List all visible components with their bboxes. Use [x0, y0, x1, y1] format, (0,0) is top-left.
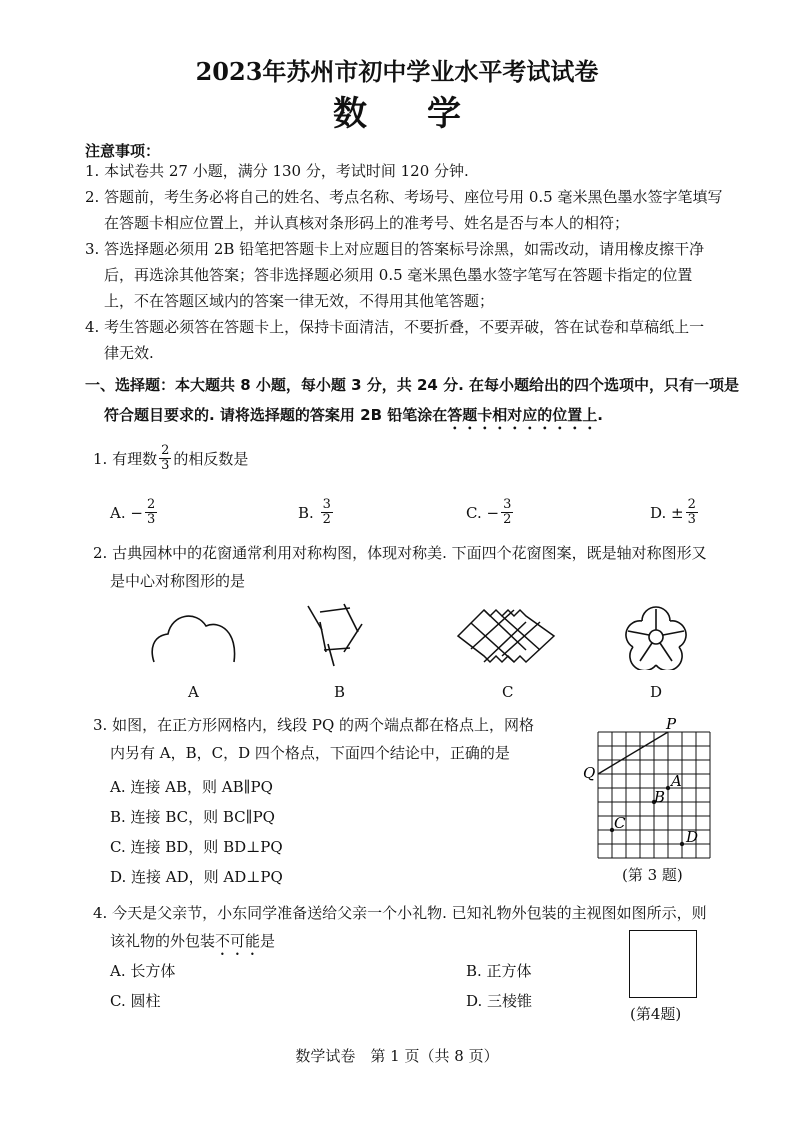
- q1-stem: [93, 444, 248, 473]
- q1-option-b: [298, 498, 335, 527]
- subject-title: 数学: [333, 94, 521, 134]
- note-line: 在答题卡相应位置上，并认真核对条形码上的准考号、姓名是否与本人的相符；: [104, 214, 630, 232]
- option-letter: C.: [466, 503, 482, 522]
- pentagon-window-figure: [300, 600, 372, 672]
- frac-num: 3: [503, 497, 512, 512]
- option-fraction: [321, 498, 333, 527]
- q1-frac-den: 3: [161, 458, 170, 473]
- label-q: Q: [583, 764, 596, 782]
- q4-caption: (第4题): [630, 1005, 682, 1023]
- page-footer: 数学试卷 第 1 页（共 8 页）: [295, 1047, 499, 1065]
- point-a: [666, 786, 670, 790]
- q2-label-d: D: [650, 683, 663, 701]
- note-line: 1. 本试卷共 27 小题，满分 130 分，考试时间 120 分钟.: [85, 162, 469, 180]
- q4-option-c: C. 圆柱: [110, 992, 161, 1010]
- option-fraction: [145, 498, 157, 527]
- notes-heading: 注意事项：: [85, 142, 161, 160]
- q3-option-d: D. 连接 AD，则 AD⊥PQ: [110, 868, 283, 886]
- q4-option-b: B. 正方体: [466, 962, 532, 980]
- q4-stem-emphasis: 不可能: [215, 932, 261, 950]
- label-d: D: [686, 828, 699, 846]
- frac-num: 2: [687, 497, 696, 512]
- label-p: P: [666, 715, 677, 733]
- q2-label-c: C: [502, 683, 514, 701]
- flower-window-figure: [622, 604, 690, 670]
- label-a: A: [671, 772, 682, 790]
- q3-option-a: A. 连接 AB，则 AB∥PQ: [110, 778, 273, 796]
- frac-num: 2: [146, 497, 156, 512]
- segment-pq: [598, 732, 668, 774]
- q2-stem-line1: 2. 古典园林中的花窗通常利用对称构图，体现对称美. 下面四个花窗图案，既是轴对称图形又: [93, 544, 707, 562]
- note-line: 2. 答题前，考生务必将自己的姓名、考点名称、考场号、座位号用 0.5 毫米黑色墨水签字笔填写: [85, 188, 723, 206]
- q3-stem-line1: 3. 如图，在正方形网格内，线段 PQ 的两个端点都在格点上，网格: [93, 716, 535, 734]
- q3-caption: (第 3 题): [622, 866, 683, 884]
- frac-num: 3: [322, 497, 331, 512]
- q3-grid-figure: [580, 712, 720, 862]
- q1-option-c: [466, 498, 515, 527]
- cloud-window-figure: [148, 606, 240, 666]
- option-letter: B.: [298, 503, 314, 522]
- frac-den: 3: [687, 512, 696, 527]
- note-line: 后，再选涂其他答案；答非选择题必须用 0.5 毫米黑色墨水签字笔写在答题卡指定的位置: [104, 266, 693, 284]
- note-line: 4. 考生答题必须答在答题卡上，保持卡面清洁，不要折叠，不要弄破，答在试卷和草稿纸上一: [85, 318, 705, 336]
- q4-option-d: D. 三棱锥: [466, 992, 533, 1010]
- q4-stem-line2: [110, 930, 275, 959]
- q3-stem-line2: 内另有 A，B，C，D 四个格点，下面四个结论中，正确的是: [110, 744, 510, 762]
- option-fraction: [686, 498, 698, 527]
- frac-den: 2: [503, 512, 512, 527]
- option-fraction: [501, 498, 513, 527]
- section-instruction: [104, 404, 603, 433]
- section-instruction-end: .: [597, 406, 603, 424]
- frac-den: 3: [146, 512, 156, 527]
- q4-front-view-square: [629, 930, 697, 998]
- label-c: C: [614, 814, 626, 832]
- q2-stem-line2: 是中心对称图形的是: [110, 572, 246, 590]
- note-line: 上，不在答题区域内的答案一律无效，不得用其他笔答题；: [104, 292, 495, 310]
- q2-label-b: B: [334, 683, 346, 701]
- note-line: 律无效.: [104, 344, 154, 362]
- option-sign: −: [130, 503, 143, 522]
- note-line: 3. 答选择题必须用 2B 铅笔把答题卡上对应题目的答案标号涂黑，如需改动，请用橡皮擦干净: [85, 240, 705, 258]
- q3-option-b: B. 连接 BC，则 BC∥PQ: [110, 808, 275, 826]
- section-instruction-a: 符合题目要求的. 请将选择题的答案用 2B 铅笔涂在: [104, 406, 448, 424]
- q1-option-a: [110, 498, 159, 527]
- frac-den: 2: [322, 512, 331, 527]
- option-letter: D.: [650, 503, 667, 522]
- q4-stem-line2-a: 该礼物的外包装: [110, 932, 216, 950]
- q4-stem-line1: 4. 今天是父亲节，小东同学准备送给父亲一个小礼物. 已知礼物外包装的主视图如图所示，则: [93, 904, 707, 922]
- q1-fraction: [159, 444, 171, 473]
- option-sign: −: [486, 503, 500, 522]
- section-heading: 一、选择题：本大题共 8 小题，每小题 3 分，共 24 分. 在每小题给出的四个选项中，只有一项是: [85, 376, 740, 394]
- section-instruction-emphasis: 答题卡相对应的位置上: [447, 406, 598, 424]
- label-b: B: [654, 788, 666, 806]
- q1-stem-a: 1. 有理数: [93, 450, 158, 468]
- q4-stem-line2-c: 是: [260, 932, 276, 950]
- option-sign: ±: [671, 503, 684, 522]
- q1-stem-b: 的相反数是: [173, 450, 249, 468]
- exam-title: 2023年苏州市初中学业水平考试试卷: [195, 57, 599, 86]
- point-d: [680, 842, 684, 846]
- q1-frac-num: 2: [161, 443, 170, 458]
- option-letter: A.: [110, 503, 126, 522]
- q3-option-c: C. 连接 BD，则 BD⊥PQ: [110, 838, 283, 856]
- q2-label-a: A: [188, 683, 199, 701]
- q4-option-a: A. 长方体: [110, 962, 176, 980]
- lattice-window-figure: [456, 604, 556, 668]
- q1-option-d: [650, 498, 700, 527]
